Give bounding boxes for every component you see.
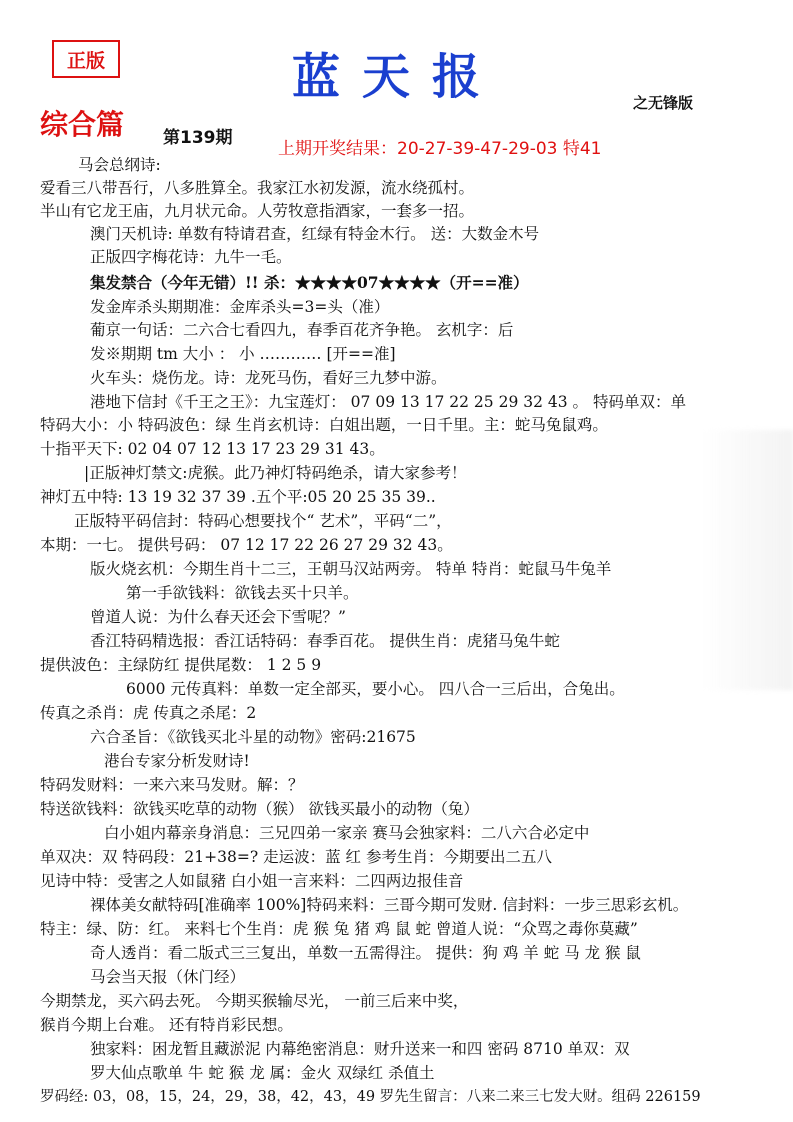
text-line: 单双决：双 特码段：21+38=? 走运波：蓝 红 参考生肖：今期要出二五八 [40,848,552,866]
text-line: 葡京一句话：二六合七看四九，春季百花齐争艳。 玄机字：后 [90,321,514,339]
text-line: 十指平天下: 02 04 07 12 13 17 23 29 31 43。 [40,440,385,458]
text-line: 香江特码精选报：香江话特码：春季百花。 提供生肖：虎猪马兔牛蛇 [90,632,560,650]
text-line: 发※期期 tm 大小 ： 小 ………… [开==准] [90,345,396,363]
text-line: 火车头：烧伤龙。诗：龙死马伤，看好三九梦中游。 [90,369,447,387]
text-line: 传真之杀肖：虎 传真之杀尾：2 [40,704,257,722]
text-line: 特码发财料：一来六来马发财。解：？ [40,776,304,794]
text-line: 曾道人说：为什么春天还会下雪呢？” [90,608,346,626]
text-line: 澳门天机诗: 单数有特请君查，红绿有特金木行。 送：大数金木号 [90,225,540,243]
text-line: 提供波色：主绿防红 提供尾数： 1 2 5 9 [40,656,322,674]
text-line: 港地下信封《千王之王》：九宝莲灯： 07 09 13 17 22 25 29 32 43 。 特码单双：单 [90,393,686,411]
text-line: 罗码经: 03，08，15，24，29，38，42，43，49 罗先生留言：八来二来三七发大财。组码 226159 [40,1089,701,1105]
section-title: 综合篇 [40,108,125,141]
authentic-stamp: 正版 [52,40,120,78]
text-line: 马会总纲诗: [78,156,161,174]
text-line: 发金库杀头期期准：金库杀头=3=头（准） [90,298,390,316]
edition-label: 之无锋版 [633,94,694,112]
text-line: 正版特平码信封：特码心想要找个“ 艺术”，平码“二”， [74,512,452,530]
text-line: 特主：绿、防：红。 来料七个生肖：虎 猴 兔 猪 鸡 鼠 蛇 曾道人说：“众骂之毒你莫藏” [40,920,638,938]
last-draw-result: 上期开奖结果：20-27-39-47-29-03 特41 [278,139,602,159]
text-line: 特码大小：小 特码波色：绿 生肖玄机诗：白姐出题，一日千里。主：蛇马兔鼠鸡。 [40,416,608,434]
text-line: 六合圣旨：《欲钱买北斗星的动物》密码:21675 [90,728,416,746]
text-line: 奇人透肖：看二版式三三复出，单数一五需得注。 提供：狗 鸡 羊 蛇 马 龙 猴 鼠 [90,944,641,962]
text-line: 见诗中特：受害之人如鼠豬 白小姐一言来料：二四两边报佳音 [40,872,464,890]
text-line: |正版神灯禁文:虎猴。此乃神灯特码绝杀，请大家参考！ [84,464,467,482]
faint-background-image [703,430,793,690]
text-line: 特送欲钱料：欲钱买吃草的动物（猴） 欲钱买最小的动物（兔） [40,800,479,818]
paper-title: 蓝天报 [292,49,503,105]
text-line: 第一手欲钱料：欲钱去买十只羊。 [126,584,359,602]
text-line: 今期禁龙，买六码去死。 今期买猴输尽光， 一前三后来中奖， [40,992,469,1010]
text-line: 爱看三八带吾行，八多胜算全。我家江水初发源，流水绕孤村。 [40,179,475,197]
text-line: 马会当天报（休门经） [90,968,246,986]
text-line: 半山有它龙王庙，九月状元命。人劳牧意指酒家，一套多一招。 [40,202,475,220]
text-line: 版火烧玄机：今期生肖十二三，王朝马汉站两旁。 特单 特肖：蛇鼠马牛兔羊 [90,560,612,578]
text-line: 罗大仙点歌单 牛 蛇 猴 龙 属：金火 双绿红 杀值土 [90,1064,435,1082]
text-line: 6000 元传真料：单数一定全部买，要小心。 四八合一三后出，合兔出。 [126,680,625,698]
text-line: 本期：一七。 提供号码： 07 12 17 22 26 27 29 32 43。 [40,536,453,554]
text-line: 港台专家分析发财诗! [104,752,250,770]
text-line: 白小姐内幕亲身消息：三兄四弟一家亲 赛马会独家料：二八六合必定中 [104,824,590,842]
text-line: 神灯五中特: 13 19 32 37 39 .五个平:05 20 25 35 39.. [40,488,436,506]
text-line: 独家料：困龙暂且藏淤泥 内幕绝密消息：财升送来一和四 密码 8710 单双：双 [90,1040,630,1058]
text-line: 猴肖今期上台难。 还有特肖彩民想。 [40,1016,293,1034]
text-line: 裸体美女献特码[准确率 100%]特码来料：三哥今期可发财. 信封料：一步三思彩玄机。 [90,896,689,914]
issue-number: 第139期 [163,128,233,148]
text-line: 正版四字梅花诗：九牛一毛。 [90,248,292,266]
text-line: 集发禁合（今年无错）!! 杀：★★★★07★★★★（开==准） [90,273,529,292]
